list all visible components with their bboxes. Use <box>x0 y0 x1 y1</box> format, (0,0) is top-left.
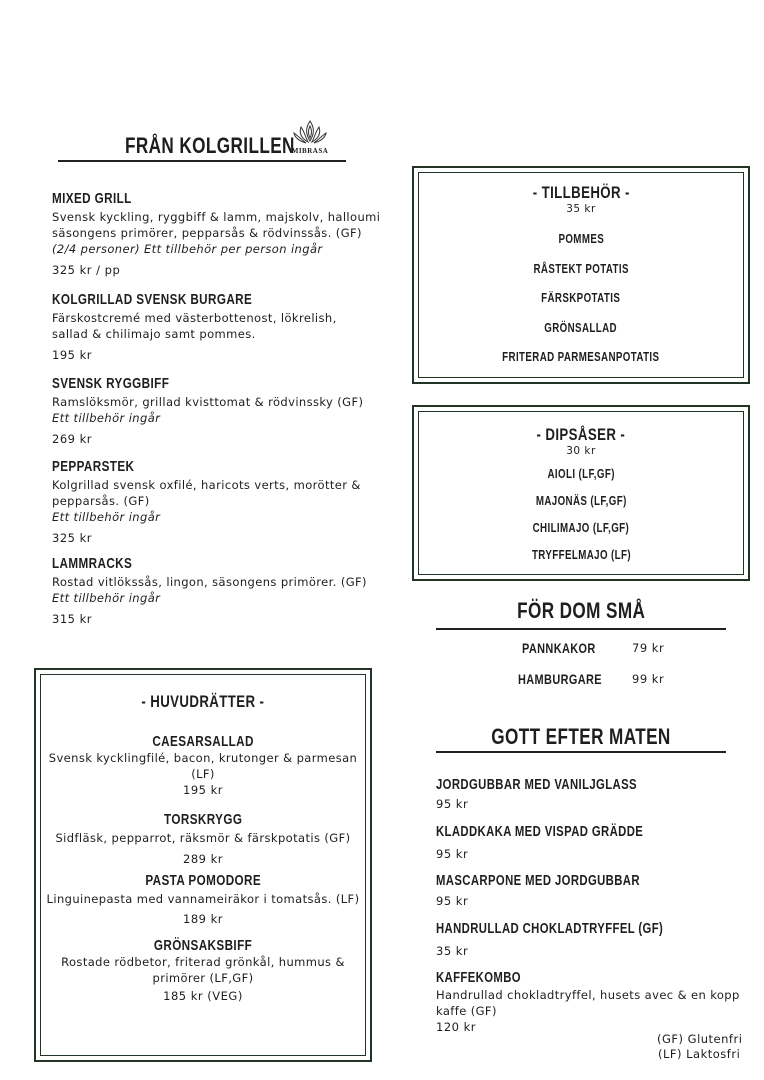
main-dish-name: PASTA POMODORE <box>145 872 261 889</box>
dipsaser-section <box>414 425 748 568</box>
kids-item <box>518 669 718 688</box>
grill-item <box>52 373 392 446</box>
main-dish-description: Linguinepasta med vannameiräkor i tomatsås. (LF) <box>46 892 360 906</box>
logo-text: MIBRASA <box>291 147 329 155</box>
item-price: 325 kr / pp <box>52 263 121 277</box>
grill-item <box>52 188 392 277</box>
side-item: GRÖNSALLAD <box>544 320 618 335</box>
dessert-price: 95 kr <box>436 894 469 908</box>
kids-item-price: 79 kr <box>632 641 665 655</box>
main-dish-name: GRÖNSAKSBIFF <box>153 937 253 954</box>
tillbehor-title: - TILLBEHÖR - <box>532 183 630 202</box>
item-description: Svensk kyckling, ryggbiff & lamm, majskolv, halloumi säsongens primörer, pepparsås & rödvinssås. (GF) <box>52 210 381 240</box>
grill-item <box>52 456 372 545</box>
dessert-name: MASCARPONE MED JORDGUBBAR <box>436 873 640 889</box>
dessert-item <box>436 967 746 1034</box>
item-name: LAMMRACKS <box>52 555 133 572</box>
sma-title: FÖR DOM SMÅ <box>516 598 646 623</box>
section-title-kolgrillen: FRÅN KOLGRILLEN <box>125 133 295 158</box>
main-dish-price: 195 kr <box>183 783 223 797</box>
item-note: Ett tillbehör ingår <box>52 510 161 524</box>
kids-item-price: 99 kr <box>632 672 665 686</box>
main-dish-price: 189 kr <box>183 912 223 926</box>
item-price: 325 kr <box>52 531 92 545</box>
item-price: 269 kr <box>52 432 92 446</box>
section-divider <box>436 751 726 753</box>
kids-item-name: HAMBURGARE <box>518 671 602 687</box>
main-dish-name: TORSKRYGG <box>163 811 243 828</box>
huvudratter-section <box>44 692 362 1003</box>
dessert-name: JORDGUBBAR MED VANILJGLASS <box>436 777 637 793</box>
dip-item: AIOLI (LF,GF) <box>547 467 615 481</box>
dip-item: CHILIMAJO (LF,GF) <box>532 521 630 535</box>
dessert-name: KLADDKAKA MED VISPAD GRÄDDE <box>436 824 644 840</box>
item-price: 195 kr <box>52 348 92 362</box>
section-divider <box>58 160 346 162</box>
section-divider <box>436 628 726 630</box>
dessert-price: 95 kr <box>436 797 469 811</box>
dip-item: MAJONÄS (LF,GF) <box>535 494 627 508</box>
item-name: KOLGRILLAD SVENSK BURGARE <box>52 291 253 308</box>
dip-item: TRYFFELMAJO (LF) <box>531 548 631 562</box>
legend-lactose-free: (LF) Laktosfri <box>658 1047 741 1061</box>
item-note: (2/4 personer) Ett tillbehör per person ingår <box>52 242 323 256</box>
dessert-description: Handrullad chokladtryffel, husets avec & en kopp kaffe (GF) <box>436 988 740 1018</box>
grill-item <box>52 553 392 626</box>
huvudratter-title: - HUVUDRÄTTER - <box>141 692 265 711</box>
side-item: RÅSTEKT POTATIS <box>533 261 629 276</box>
item-note: Ett tillbehör ingår <box>52 591 161 605</box>
item-name: PEPPARSTEK <box>52 458 135 475</box>
dessert-item <box>436 918 746 958</box>
dipsaser-title: - DIPSÅSER - <box>536 425 626 444</box>
dipsaser-price: 30 kr <box>566 445 596 457</box>
sma-header <box>436 598 726 624</box>
dessert-item <box>436 821 746 861</box>
dessert-title: GOTT EFTER MATEN <box>491 724 671 749</box>
kids-item-name: PANNKAKOR <box>522 640 596 656</box>
main-dish-price: 185 kr (VEG) <box>163 989 243 1003</box>
dessert-item <box>436 870 746 908</box>
main-dish-name: CAESARSALLAD <box>152 733 254 750</box>
tillbehor-price: 35 kr <box>566 203 596 215</box>
main-dish-price: 289 kr <box>183 852 223 866</box>
item-description: Rostad vitlökssås, lingon, säsongens primörer. (GF) <box>52 575 367 589</box>
dessert-header <box>436 724 726 750</box>
dessert-price: 120 kr <box>436 1020 476 1034</box>
dessert-price: 95 kr <box>436 847 469 861</box>
kids-item <box>522 638 722 657</box>
item-note: Ett tillbehör ingår <box>52 411 161 425</box>
main-dish-description: Rostade rödbetor, friterad grönkål, hummus & primörer (LF,GF) <box>61 955 345 985</box>
item-description: Ramslöksmör, grillad kvisttomat & rödvinssky (GF) <box>52 395 364 409</box>
tillbehor-section <box>414 183 748 372</box>
item-description: Kolgrillad svensk oxfilé, haricots verts, morötter & pepparsås. (GF) <box>52 478 361 508</box>
mibrasa-logo <box>286 117 334 157</box>
legend-gluten-free: (GF) Glutenfri <box>657 1032 743 1046</box>
side-item: FRITERAD PARMESANPOTATIS <box>502 350 660 364</box>
grill-item <box>52 289 362 362</box>
main-dish-description: Sidfläsk, pepparrot, räksmör & färskpotatis (GF) <box>55 831 351 845</box>
main-dish-description: Svensk kycklingfilé, bacon, krutonger & parmesan (LF) <box>48 751 358 781</box>
dessert-name: HANDRULLAD CHOKLADTRYFFEL (GF) <box>436 921 664 937</box>
dessert-name: KAFFEKOMBO <box>436 970 521 986</box>
item-name: MIXED GRILL <box>52 190 132 207</box>
dessert-price: 35 kr <box>436 944 469 958</box>
item-description: Färskostcremé med västerbottenost, lökrelish, sallad & chilimajo samt pommes. <box>52 311 337 341</box>
dessert-item <box>436 774 746 811</box>
side-item: POMMES <box>558 232 604 246</box>
side-item: FÄRSKPOTATIS <box>541 291 621 305</box>
item-name: SVENSK RYGGBIFF <box>52 375 170 392</box>
item-price: 315 kr <box>52 612 92 626</box>
